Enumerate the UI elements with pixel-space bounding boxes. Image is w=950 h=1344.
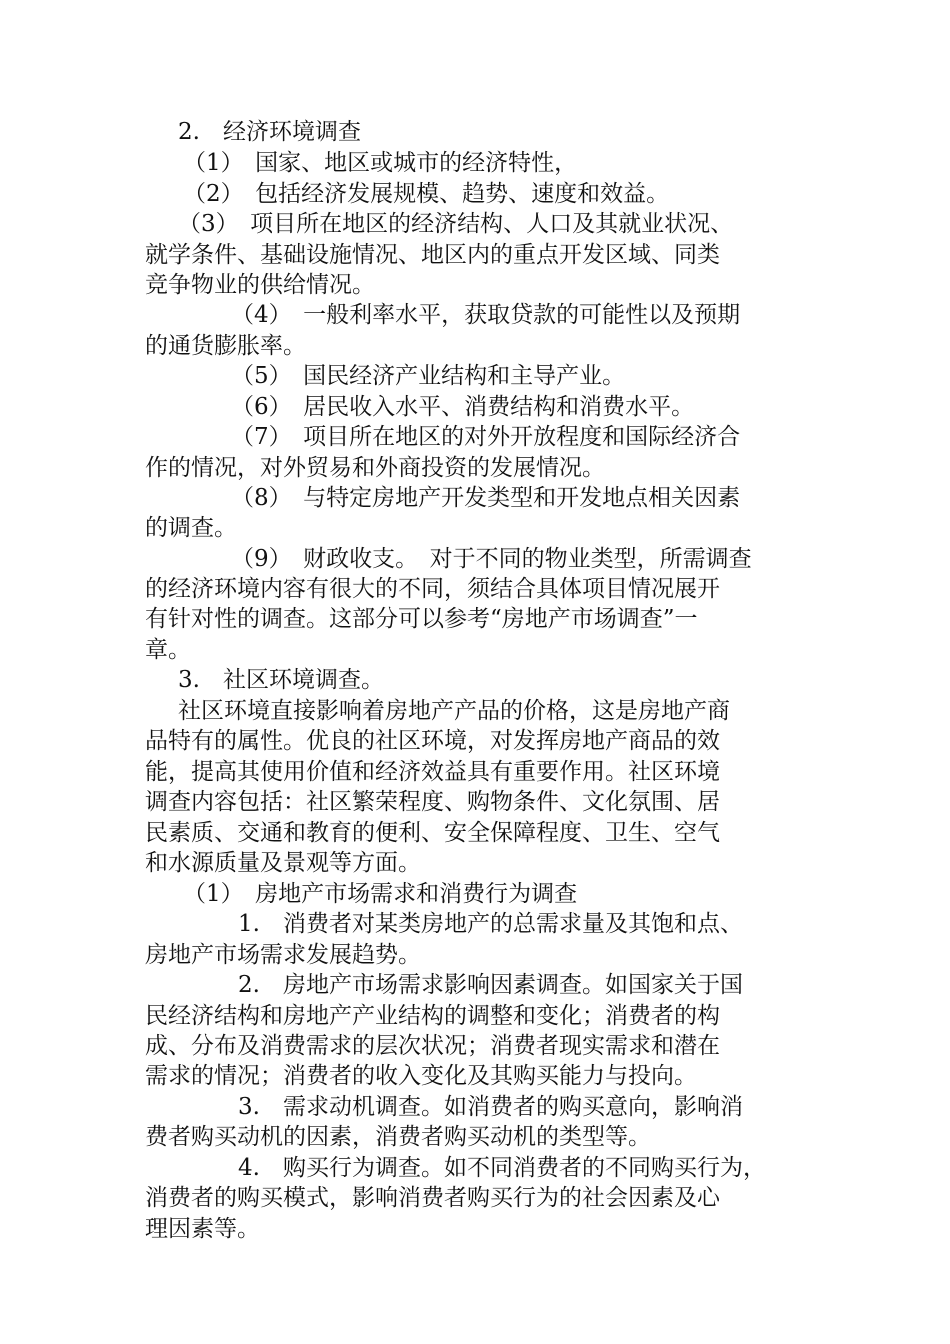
text-line: 民经济结构和房地产产业结构的调整和变化；消费者的构	[145, 1003, 720, 1029]
text-line: 章。	[145, 637, 191, 663]
list-item: 2. 房地产市场需求影响因素调查。如国家关于国	[238, 972, 743, 998]
text-line: 竞争物业的供给情况。	[145, 272, 375, 298]
list-item: （7） 项目所在地区的对外开放程度和国际经济合	[231, 424, 741, 450]
paragraph-line: 社区环境直接影响着房地产产品的价格，这是房地产商	[178, 698, 730, 724]
list-item: （8） 与特定房地产开发类型和开发地点相关因素	[231, 485, 741, 511]
list-item: （3） 项目所在地区的经济结构、人口及其就业状况、	[178, 211, 734, 237]
text-line: 费者购买动机的因素，消费者购买动机的类型等。	[145, 1124, 651, 1150]
text-line: 成、分布及消费需求的层次状况；消费者现实需求和潜在	[145, 1033, 720, 1059]
list-item: （4） 一般利率水平，获取贷款的可能性以及预期	[231, 302, 741, 328]
text-line: 消费者的购买模式，影响消费者购买行为的社会因素及心	[145, 1185, 720, 1211]
section-heading: 2. 经济环境调查	[178, 119, 361, 145]
list-item: （6） 居民收入水平、消费结构和消费水平。	[231, 394, 695, 420]
list-item: 4. 购买行为调查。如不同消费者的不同购买行为，	[238, 1155, 766, 1181]
text-line: 和水源质量及景观等方面。	[145, 850, 421, 876]
text-line: 理因素等。	[145, 1216, 260, 1242]
text-line: 有针对性的调查。这部分可以参考“房地产市场调查”一	[145, 606, 698, 632]
text-line: 的调查。	[145, 515, 237, 541]
text-line: 作的情况，对外贸易和外商投资的发展情况。	[145, 455, 605, 481]
text-line: 就学条件、基础设施情况、地区内的重点开发区域、同类	[145, 242, 720, 268]
text-line: 民素质、交通和教育的便利、安全保障程度、卫生、空气	[145, 820, 720, 846]
list-item: （2） 包括经济发展规模、趋势、速度和效益。	[183, 181, 670, 207]
list-item: （1） 国家、地区或城市的经济特性，	[183, 150, 578, 176]
list-item: （5） 国民经济产业结构和主导产业。	[231, 363, 626, 389]
subsection-heading: （1） 房地产市场需求和消费行为调查	[183, 881, 578, 907]
section-heading: 3. 社区环境调查。	[178, 667, 384, 693]
text-line: 房地产市场需求发展趋势。	[145, 942, 421, 968]
text-line: 调查内容包括：社区繁荣程度、购物条件、文化氛围、居	[145, 789, 720, 815]
text-line: 需求的情况；消费者的收入变化及其购买能力与投向。	[145, 1063, 697, 1089]
text-line: 品特有的属性。优良的社区环境，对发挥房地产商品的效	[145, 728, 720, 754]
list-item: （9） 财政收支。 对于不同的物业类型，所需调查	[231, 546, 752, 572]
text-line: 的经济环境内容有很大的不同，须结合具体项目情况展开	[145, 576, 720, 602]
list-item: 3. 需求动机调查。如消费者的购买意向，影响消	[238, 1094, 743, 1120]
text-line: 的通货膨胀率。	[145, 333, 306, 359]
text-line: 能，提高其使用价值和经济效益具有重要作用。社区环境	[145, 759, 720, 785]
list-item: 1. 消费者对某类房地产的总需求量及其饱和点、	[238, 911, 743, 937]
